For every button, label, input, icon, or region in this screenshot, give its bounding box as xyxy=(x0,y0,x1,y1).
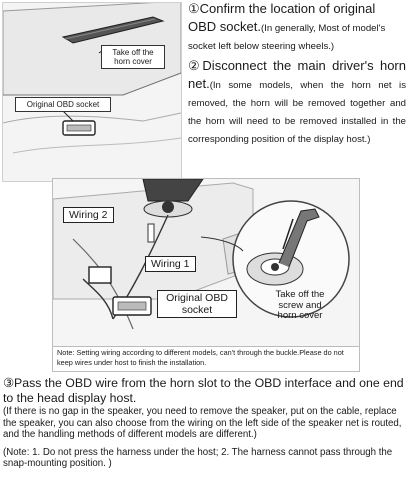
wiring-2-label: Wiring 2 xyxy=(63,207,114,223)
step1-title: Confirm the location of original OBD socket. xyxy=(188,1,376,34)
original-obd-label: Original OBD socket xyxy=(157,290,237,318)
step2-marker: ② xyxy=(188,58,203,73)
step1-body: (In generally, Most of model's socket left below steering wheels.) xyxy=(188,23,386,52)
step3-marker: ③ xyxy=(3,376,15,390)
wiring-drawing xyxy=(53,179,359,349)
step3-title: Pass the OBD wire from the horn slot to the OBD interface and one end to the head display host. xyxy=(3,376,404,405)
dashboard-drawing xyxy=(3,3,181,181)
step1-block xyxy=(188,0,406,54)
obd-socket-callout: Original OBD socket xyxy=(15,97,111,112)
step1-marker: ① xyxy=(188,1,200,16)
step2-body: (In some models, when the horn net is removed, the horn will be removed together and the horn will need to be removed installed in the corresponding position of the display host.) xyxy=(188,80,406,145)
take-off-screw-label: Take off the screw and horn cover xyxy=(275,289,325,321)
step3-body: (If there is no gap in the speaker, you need to remove the speaker, put on the cable, replace the speaker, you can also choose from the wiring on the left side of the speaker net is routed, and the handling methods of different models are different.) xyxy=(3,406,402,440)
step3-block xyxy=(3,376,405,470)
dashboard-illustration xyxy=(2,2,182,182)
step2-block xyxy=(188,57,406,147)
wiring-1-label: Wiring 1 xyxy=(145,256,196,272)
horn-cover-callout: Take off the horn cover xyxy=(101,45,165,69)
wiring-note: Note: Setting wiring according to different models, can't through the buckle.Please do not keep wires under host to finish the installation. xyxy=(53,346,359,371)
step3-note: (Note: 1. Do not press the harness under the host; 2. The harness cannot pass through the snap-mounting position. ) xyxy=(3,446,393,469)
step2-title: Disconnect the main driver's horn net. xyxy=(188,58,406,91)
wiring-illustration xyxy=(52,178,360,372)
